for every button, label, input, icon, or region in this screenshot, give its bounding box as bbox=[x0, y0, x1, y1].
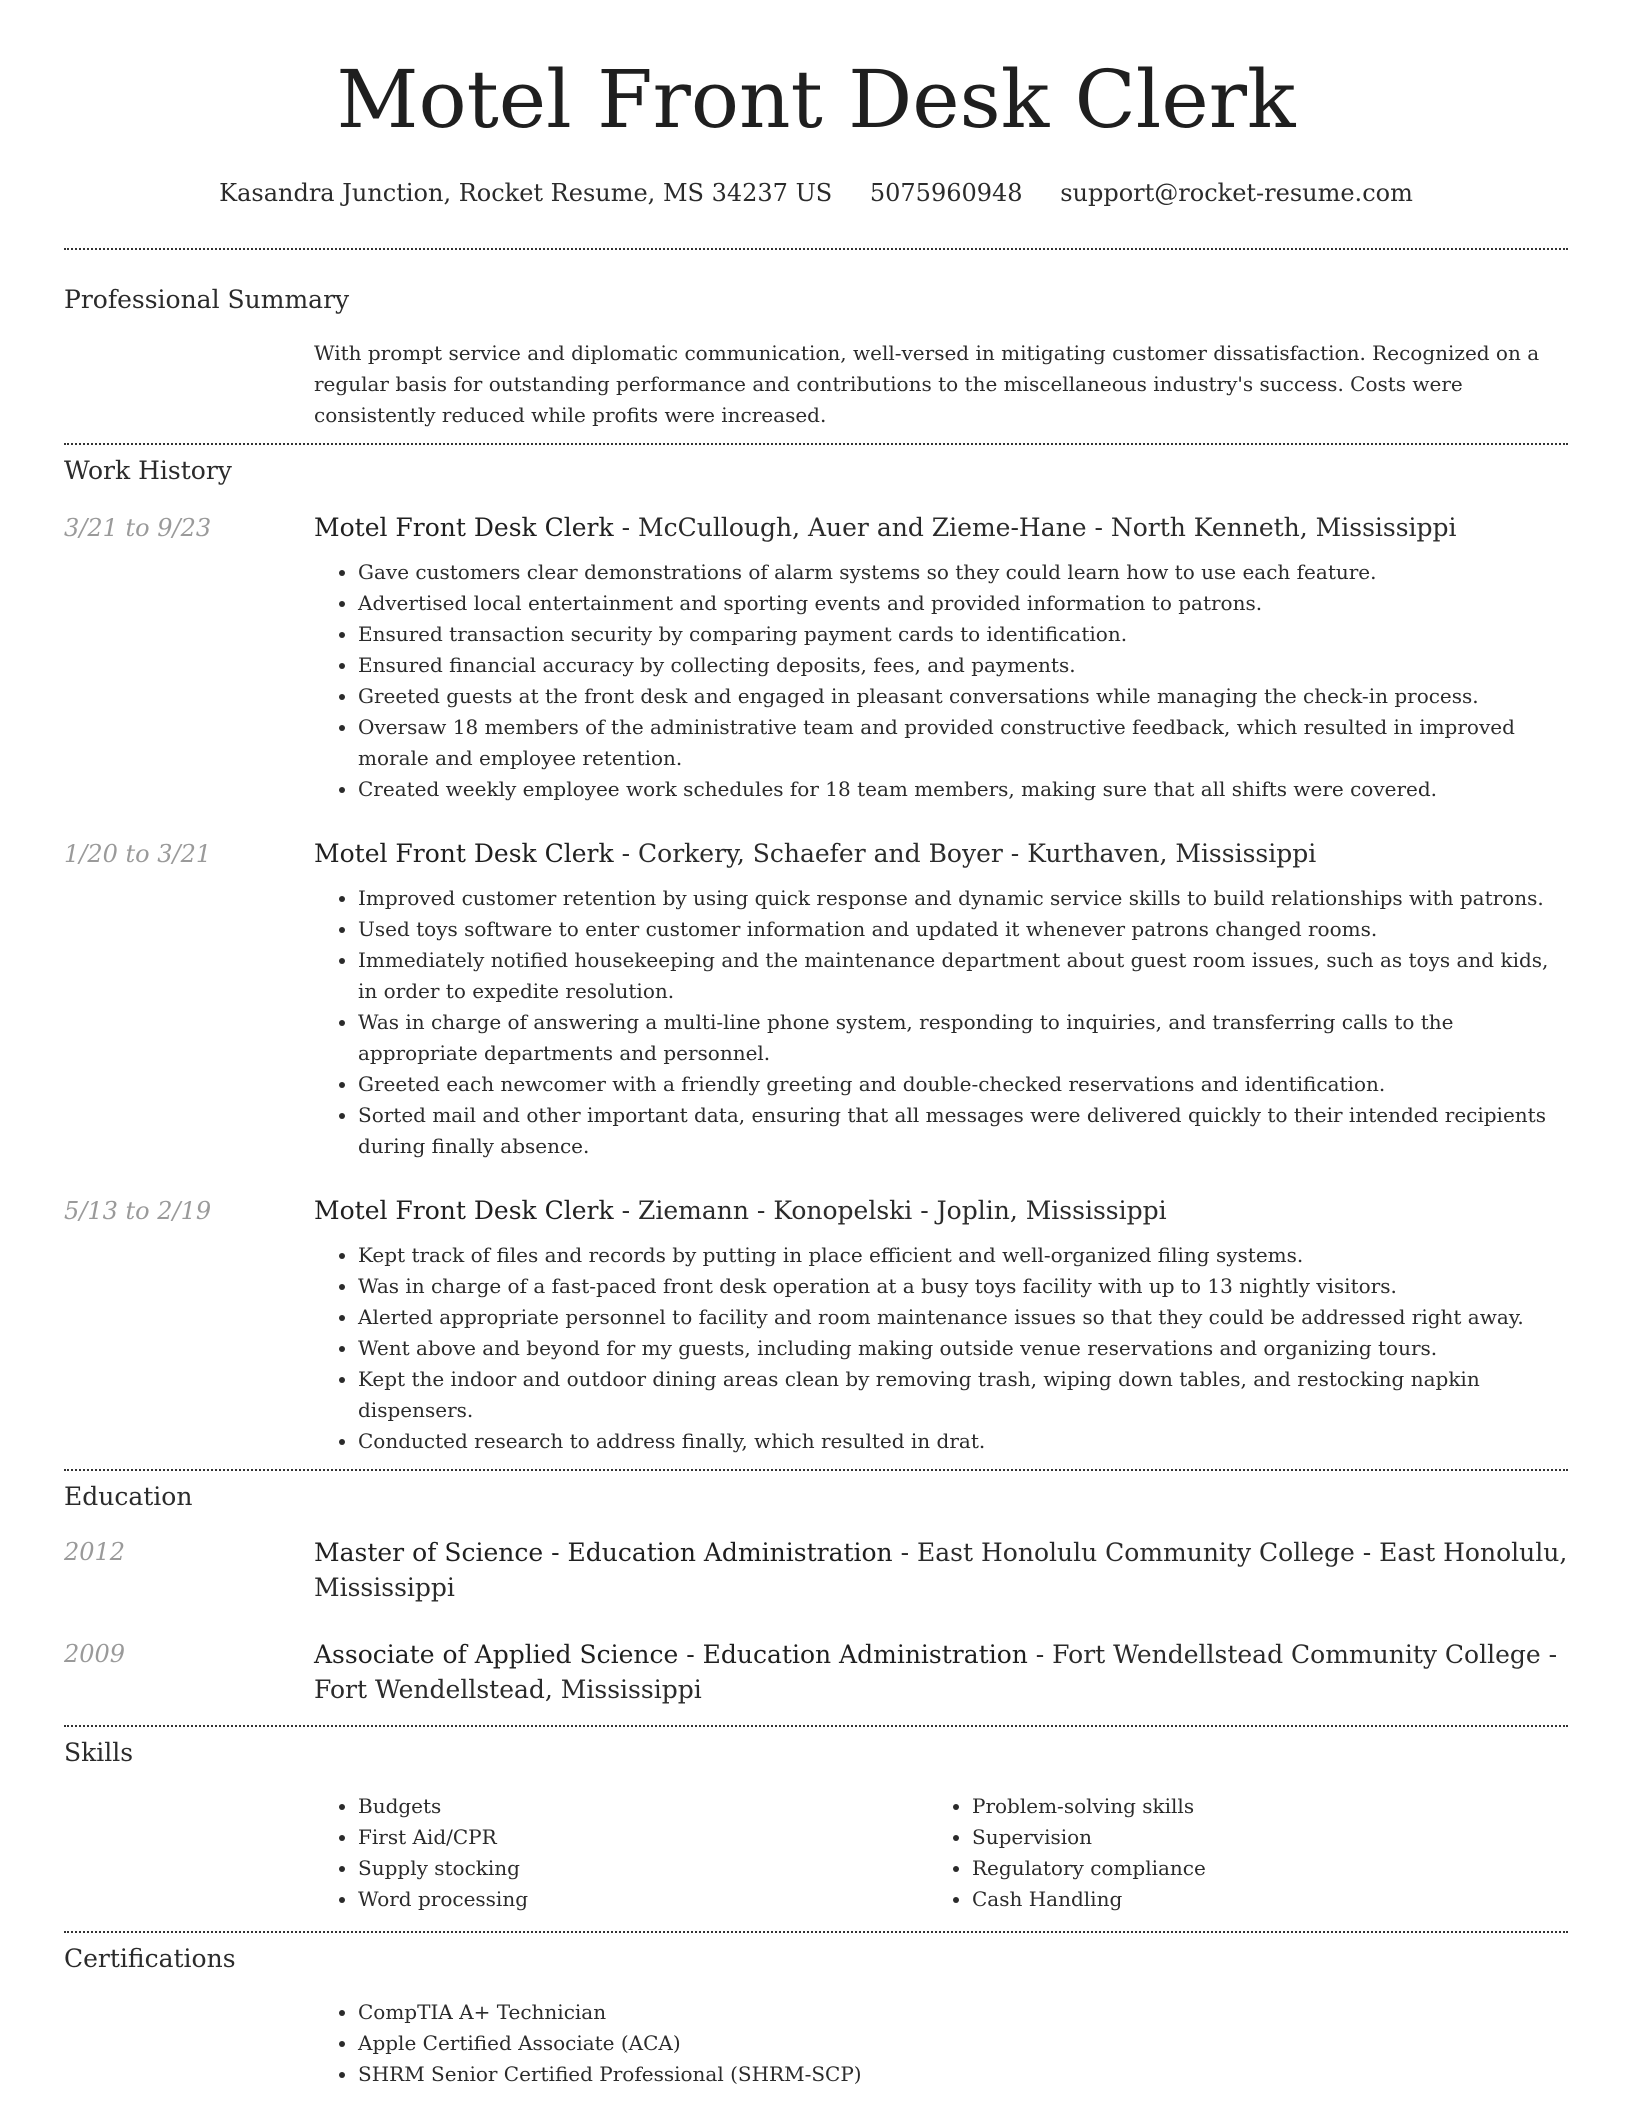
job-role: Motel Front Desk Clerk bbox=[314, 839, 614, 868]
education-title bbox=[314, 1535, 1568, 1605]
certification-item: • Apple Certified Associate (ACA) bbox=[358, 2028, 1568, 2059]
job-entry bbox=[64, 1194, 1568, 1457]
skill-item: • Supply stocking bbox=[358, 1853, 928, 1884]
job-employer: - Ziemann - Konopelski - Joplin, Mississippi bbox=[613, 1196, 1167, 1225]
job-duties bbox=[314, 1240, 1568, 1457]
job-title bbox=[314, 1194, 1568, 1228]
job-dates: 1/20 to 3/21 bbox=[64, 840, 212, 868]
skills-heading: Skills bbox=[64, 1738, 134, 1767]
job-role: Motel Front Desk Clerk bbox=[314, 513, 614, 542]
duty-item: • Kept the indoor and outdoor dining areas clean by removing trash, wiping down tables, and restocking napkin dispensers. bbox=[358, 1364, 1568, 1426]
education-year: 2012 bbox=[64, 1538, 126, 1566]
skill-item: • Supervision bbox=[972, 1822, 1542, 1853]
education-section bbox=[64, 1471, 1568, 1707]
education-degree: Associate of Applied Science - Education Administration bbox=[314, 1640, 1028, 1669]
skill-item: • Budgets bbox=[358, 1791, 928, 1822]
education-title bbox=[314, 1637, 1568, 1707]
contact-email: support@rocket-resume.com bbox=[1060, 179, 1413, 207]
skills-list-right bbox=[928, 1791, 1542, 1915]
certifications-section bbox=[64, 1933, 1568, 2090]
job-employer: - McCullough, Auer and Zieme-Hane - North Kenneth, Mississippi bbox=[613, 513, 1457, 542]
job-title bbox=[314, 837, 1568, 871]
duty-item: • Was in charge of a fast-paced front desk operation at a busy toys facility with up to 13 nightly visitors. bbox=[358, 1271, 1568, 1302]
certification-item: • CompTIA A+ Technician bbox=[358, 1997, 1568, 2028]
skill-item: • Cash Handling bbox=[972, 1884, 1542, 1915]
duty-item: • Greeted each newcomer with a friendly greeting and double-checked reservations and identification. bbox=[358, 1069, 1568, 1100]
resume-page bbox=[64, 0, 1568, 2090]
duty-item: • Conducted research to address finally, which resulted in drat. bbox=[358, 1426, 1568, 1457]
certifications-list bbox=[314, 1997, 1568, 2090]
summary-section bbox=[64, 250, 1568, 431]
education-degree: Master of Science - Education Administration bbox=[314, 1538, 893, 1567]
certifications-heading: Certifications bbox=[64, 1944, 236, 1973]
skills-list-left bbox=[314, 1791, 928, 1915]
duty-item: • Kept track of files and records by putting in place efficient and well-organized filing systems. bbox=[358, 1240, 1568, 1271]
contact-line bbox=[64, 178, 1568, 208]
skill-item: • First Aid/CPR bbox=[358, 1822, 928, 1853]
skills-section bbox=[64, 1727, 1568, 1915]
duty-item: • Created weekly employee work schedules for 18 team members, making sure that all shifts were covered. bbox=[358, 774, 1568, 805]
duty-item: • Alerted appropriate personnel to facility and room maintenance issues so that they could be addressed right away. bbox=[358, 1302, 1568, 1333]
skills-columns bbox=[314, 1791, 1568, 1915]
work-history-heading: Work History bbox=[64, 456, 232, 485]
education-entry bbox=[64, 1637, 1568, 1707]
certification-item: • SHRM Senior Certified Professional (SHRM-SCP) bbox=[358, 2059, 1568, 2090]
job-title bbox=[314, 511, 1568, 545]
contact-address: Kasandra Junction, Rocket Resume, MS 34237 US bbox=[219, 179, 833, 207]
duty-item: • Ensured financial accuracy by collecting deposits, fees, and payments. bbox=[358, 650, 1568, 681]
summary-text: With prompt service and diplomatic communication, well-versed in mitigating customer dissatisfaction. Recognized on a regular basis for outstanding performance and contributions to the miscellaneous industry's success. Costs were consistently reduced while profits were increased. bbox=[314, 341, 1540, 427]
job-dates: 5/13 to 2/19 bbox=[64, 1197, 212, 1225]
skill-item: • Word processing bbox=[358, 1884, 928, 1915]
job-dates: 3/21 to 9/23 bbox=[64, 514, 212, 542]
contact-phone: 5075960948 bbox=[869, 179, 1023, 207]
duty-item: • Immediately notified housekeeping and the maintenance department about guest room issues, such as toys and kids, in order to expedite resolution. bbox=[358, 945, 1568, 1007]
candidate-name: Motel Front Desk Clerk bbox=[336, 53, 1296, 146]
duty-item: • Sorted mail and other important data, ensuring that all messages were delivered quickly to their intended recipients during finally absence. bbox=[358, 1100, 1568, 1162]
duty-item: • Advertised local entertainment and sporting events and provided information to patrons. bbox=[358, 588, 1568, 619]
duty-item: • Improved customer retention by using quick response and dynamic service skills to build relationships with patrons. bbox=[358, 883, 1568, 914]
duty-item: • Went above and beyond for my guests, including making outside venue reservations and organizing tours. bbox=[358, 1333, 1568, 1364]
education-school: - Fort Wendellstead Community College - Fort Wendellstead, Mississippi bbox=[314, 1640, 1558, 1704]
duty-item: • Was in charge of answering a multi-line phone system, responding to inquiries, and transferring calls to the appropriate departments and personnel. bbox=[358, 1007, 1568, 1069]
education-heading: Education bbox=[64, 1482, 193, 1511]
duty-item: • Greeted guests at the front desk and engaged in pleasant conversations while managing the check-in process. bbox=[358, 681, 1568, 712]
education-entry bbox=[64, 1535, 1568, 1605]
duty-item: • Gave customers clear demonstrations of alarm systems so they could learn how to use each feature. bbox=[358, 557, 1568, 588]
resume-header bbox=[64, 0, 1568, 208]
job-duties bbox=[314, 557, 1568, 805]
education-school: - East Honolulu Community College - East Honolulu, Mississippi bbox=[314, 1538, 1568, 1602]
skill-item: • Regulatory compliance bbox=[972, 1853, 1542, 1884]
work-history-section bbox=[64, 445, 1568, 1457]
duty-item: • Oversaw 18 members of the administrative team and provided constructive feedback, which resulted in improved morale and employee retention. bbox=[358, 712, 1568, 774]
job-role: Motel Front Desk Clerk bbox=[314, 1196, 614, 1225]
job-duties bbox=[314, 883, 1568, 1162]
job-employer: - Corkery, Schaefer and Boyer - Kurthaven, Mississippi bbox=[613, 839, 1317, 868]
job-entry bbox=[64, 511, 1568, 805]
job-entry bbox=[64, 837, 1568, 1162]
duty-item: • Ensured transaction security by comparing payment cards to identification. bbox=[358, 619, 1568, 650]
skill-item: • Problem-solving skills bbox=[972, 1791, 1542, 1822]
summary-heading: Professional Summary bbox=[64, 285, 350, 314]
education-year: 2009 bbox=[64, 1640, 126, 1668]
duty-item: • Used toys software to enter customer information and updated it whenever patrons changed rooms. bbox=[358, 914, 1568, 945]
